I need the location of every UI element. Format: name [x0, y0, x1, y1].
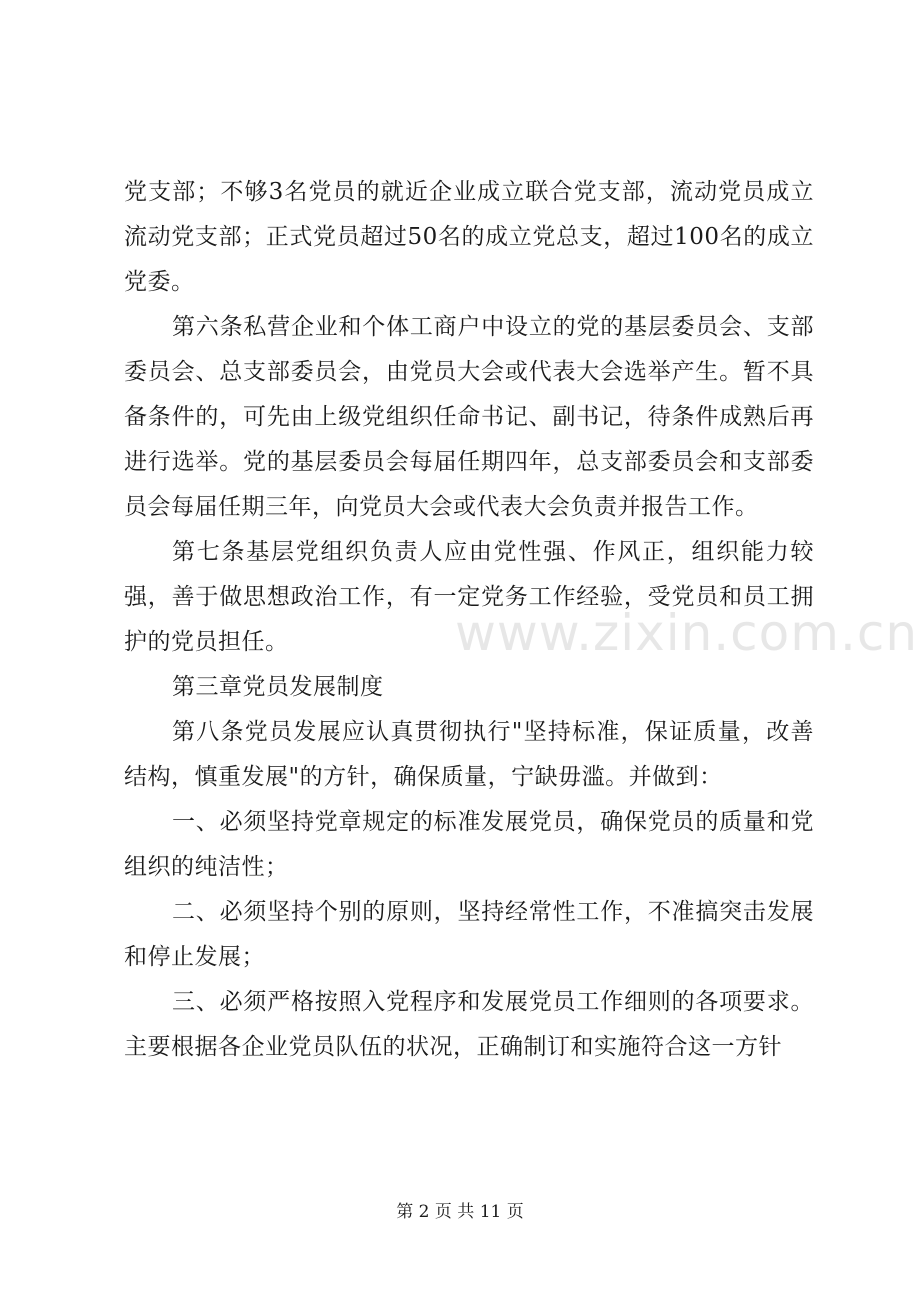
paragraph-article-7: 第七条基层党组织负责人应由党性强、作风正，组织能力较强，善于做思想政治工作，有一定党务工作经验，受党员和员工拥护的党员担任。	[124, 539, 814, 655]
list-item-1: 一、必须坚持党章规定的标准发展党员，确保党员的质量和党组织的纯洁性；	[124, 809, 814, 880]
page-footer: 第 2 页 共 11 页	[396, 1202, 524, 1222]
paragraph-1: 党支部；不够3名党员的就近企业成立联合党支部，流动党员成立流动党支部；正式党员超过50名的成立党总支，超过100名的成立党委。	[124, 179, 814, 295]
paragraph-article-8: 第八条党员发展应认真贯彻执行"坚持标准，保证质量，改善结构，慎重发展"的方针，确保质量，宁缺毋滥。并做到：	[124, 719, 814, 790]
list-item-3: 三、必须严格按照入党程序和发展党员工作细则的各项要求。主要根据各企业党员队伍的状况，正确制订和实施符合这一方针	[124, 989, 814, 1060]
watermark: www.zixin.com.cn	[455, 604, 919, 662]
chapter-heading: 第三章党员发展制度	[172, 674, 384, 700]
paragraph-article-6: 第六条私营企业和个体工商户中设立的党的基层委员会、支部委员会、总支部委员会，由党员大会或代表大会选举产生。暂不具备条件的，可先由上级党组织任命书记、副书记，待条件成熟后再进行选举。党的基层委员会每届任期四年，总支部委员会和支部委员会每届任期三年，向党员大会或代表大会负责并报告工作。	[124, 314, 814, 520]
document-body	[124, 170, 814, 1070]
list-item-2: 二、必须坚持个别的原则，坚持经常性工作，不准搞突击发展和停止发展；	[124, 899, 814, 970]
